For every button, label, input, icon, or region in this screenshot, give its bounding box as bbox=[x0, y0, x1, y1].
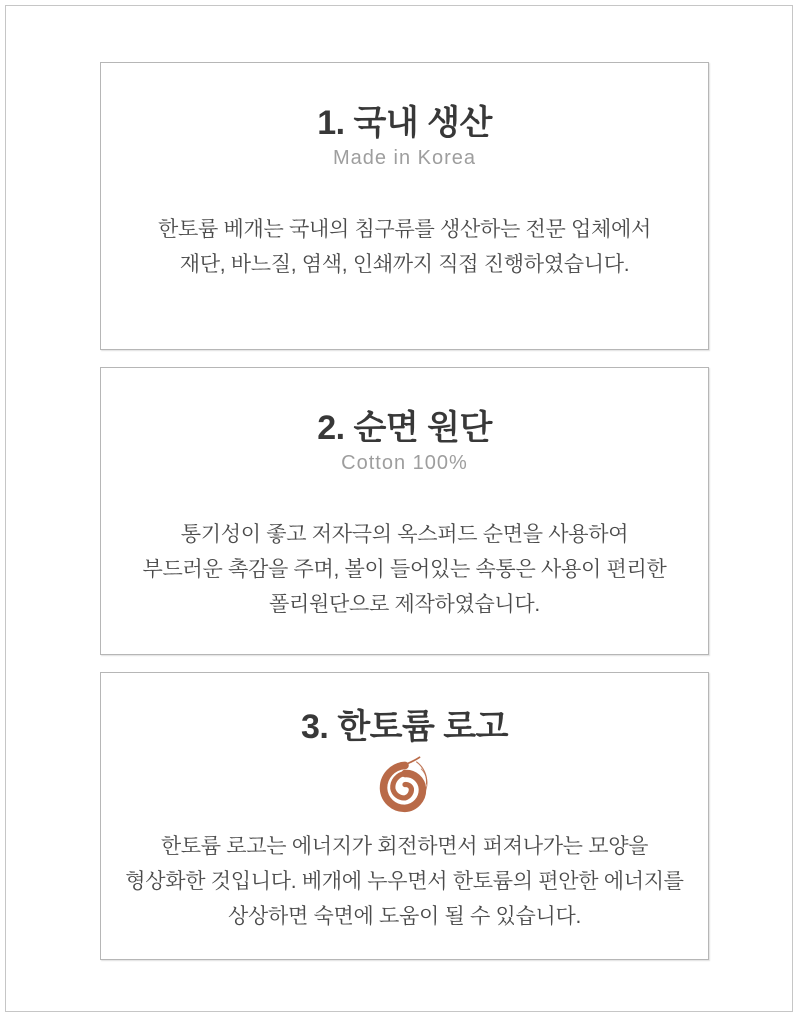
body-line: 부드러운 촉감을 주며, 볼이 들어있는 속통은 사용이 편리한 bbox=[142, 558, 667, 581]
info-cards bbox=[100, 62, 709, 960]
card-domestic-production bbox=[100, 62, 709, 350]
body-line: 상상하면 숙면에 도움이 될 수 있습니다. bbox=[228, 905, 581, 928]
card-brand-logo bbox=[100, 672, 709, 960]
body-line: 형상화한 것입니다. 베개에 누우면서 한토륨의 편안한 에너지를 bbox=[125, 870, 684, 893]
body-line: 한토륨 베개는 국내의 침구류를 생산하는 전문 업체에서 bbox=[158, 218, 651, 241]
card-title: 2. 순면 원단 bbox=[317, 409, 492, 447]
spiral-brand-logo-icon bbox=[376, 753, 434, 815]
body-line: 재단, 바느질, 염색, 인쇄까지 직접 진행하였습니다. bbox=[179, 253, 630, 276]
card-body bbox=[125, 829, 683, 934]
card-title: 3. 한토륨 로고 bbox=[301, 708, 508, 746]
card-body bbox=[143, 517, 667, 622]
card-title: 1. 국내 생산 bbox=[317, 104, 492, 142]
card-cotton-fabric bbox=[100, 367, 709, 655]
body-line: 한토륨 로고는 에너지가 회전하면서 퍼져나가는 모양을 bbox=[160, 835, 649, 858]
card-subtitle: Cotton 100% bbox=[341, 452, 468, 474]
body-line: 통기성이 좋고 저자극의 옥스퍼드 순면을 사용하여 bbox=[180, 523, 629, 546]
card-body bbox=[158, 212, 651, 282]
body-line: 폴리원단으로 제작하였습니다. bbox=[269, 593, 540, 616]
card-subtitle: Made in Korea bbox=[332, 147, 477, 169]
